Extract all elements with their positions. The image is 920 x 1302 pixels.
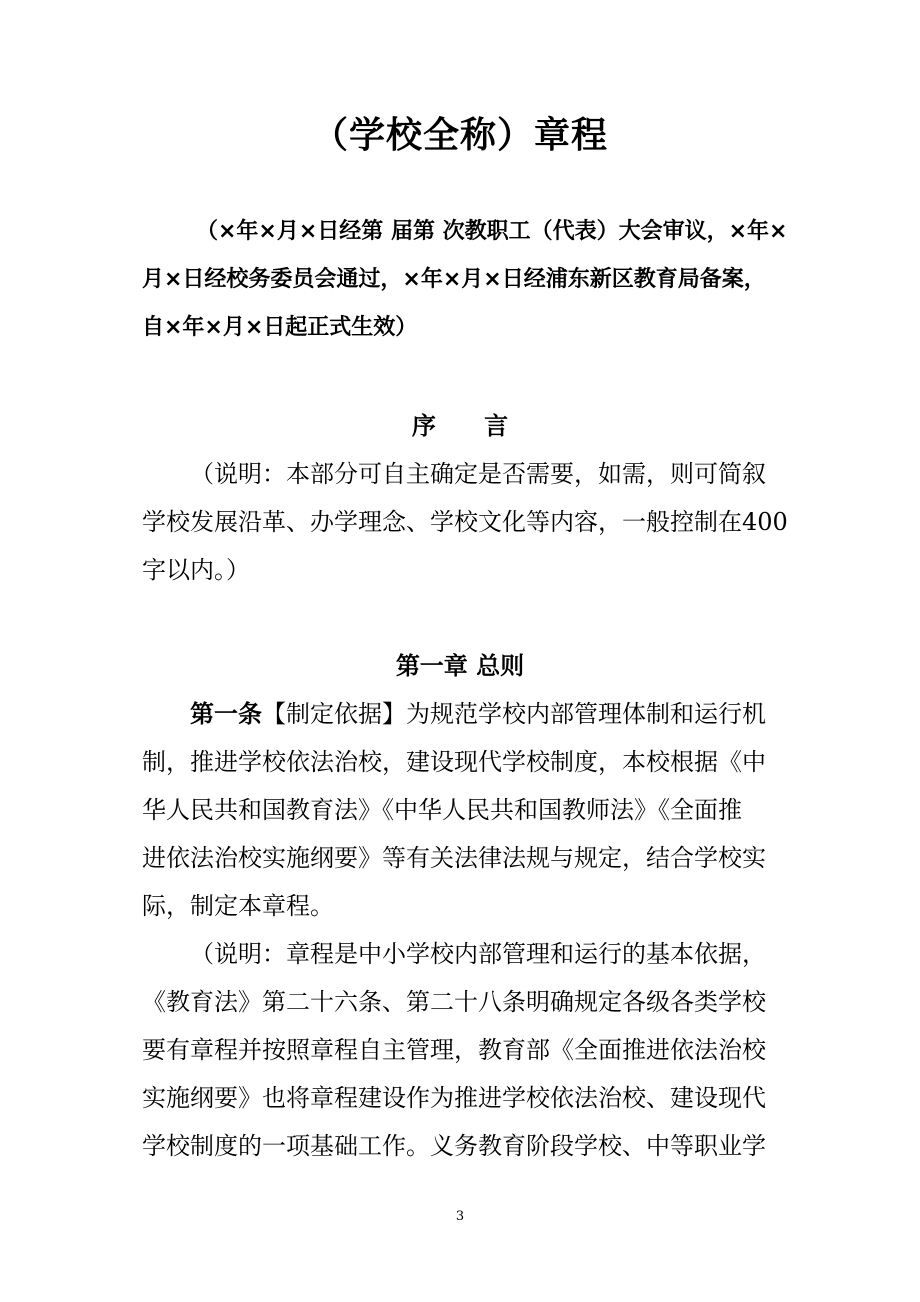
article-1-line: 进依法治校实施纲要》等有关法律法规与规定，结合学校实 [142, 844, 766, 872]
preface-line: 字以内。） [142, 556, 250, 584]
adoption-note-line: （×年×月×日经第 届第 次教职工（代表）大会审议，×年× [196, 219, 788, 244]
adoption-note [142, 208, 788, 352]
article-1-first-line-text: 【制定依据】为规范学校内部管理体制和运行机 [262, 700, 766, 728]
preface-line: （说明：本部分可自主确定是否需要，如需，则可简叙 [190, 460, 766, 488]
page-number: 3 [455, 1209, 465, 1224]
article-1-line: 际，制定本章程。 [142, 892, 334, 920]
preface-line: 学校发展沿革、办学理念、学校文化等内容，一般控制在400 [142, 508, 788, 536]
adoption-note-line: 自×年×月×日起正式生效） [142, 315, 418, 340]
explanation-line: 实施纲要》也将章程建设作为推进学校依法治校、建设现代 [142, 1084, 766, 1112]
explanation-paragraph [142, 930, 784, 1170]
article-1-line: 华人民共和国教育法》《中华人民共和国教师法》《全面推 [142, 796, 742, 824]
explanation-line: （说明：章程是中小学校内部管理和运行的基本依据， [190, 940, 766, 968]
preface-paragraph [142, 450, 788, 594]
preface-heading: 序 言 [411, 412, 529, 440]
document-title: （学校全称）章程 [311, 115, 608, 156]
article-label: 第一条 [190, 700, 262, 728]
article-1-line: 制，推进学校依法治校，建设现代学校制度，本校根据《中 [142, 748, 766, 776]
explanation-line: 学校制度的一项基础工作。义务教育阶段学校、中等职业学 [142, 1132, 766, 1160]
explanation-line: 《教育法》第二十六条、第二十八条明确规定各级各类学校 [142, 988, 766, 1016]
article-1-line [142, 690, 784, 738]
article-1-paragraph [142, 690, 784, 930]
explanation-line: 要有章程并按照章程自主管理，教育部《全面推进依法治校 [142, 1036, 766, 1064]
adoption-note-line: 月×日经校务委员会通过，×年×月×日经浦东新区教育局备案， [142, 267, 766, 292]
chapter-heading: 第一章 总则 [395, 652, 525, 680]
